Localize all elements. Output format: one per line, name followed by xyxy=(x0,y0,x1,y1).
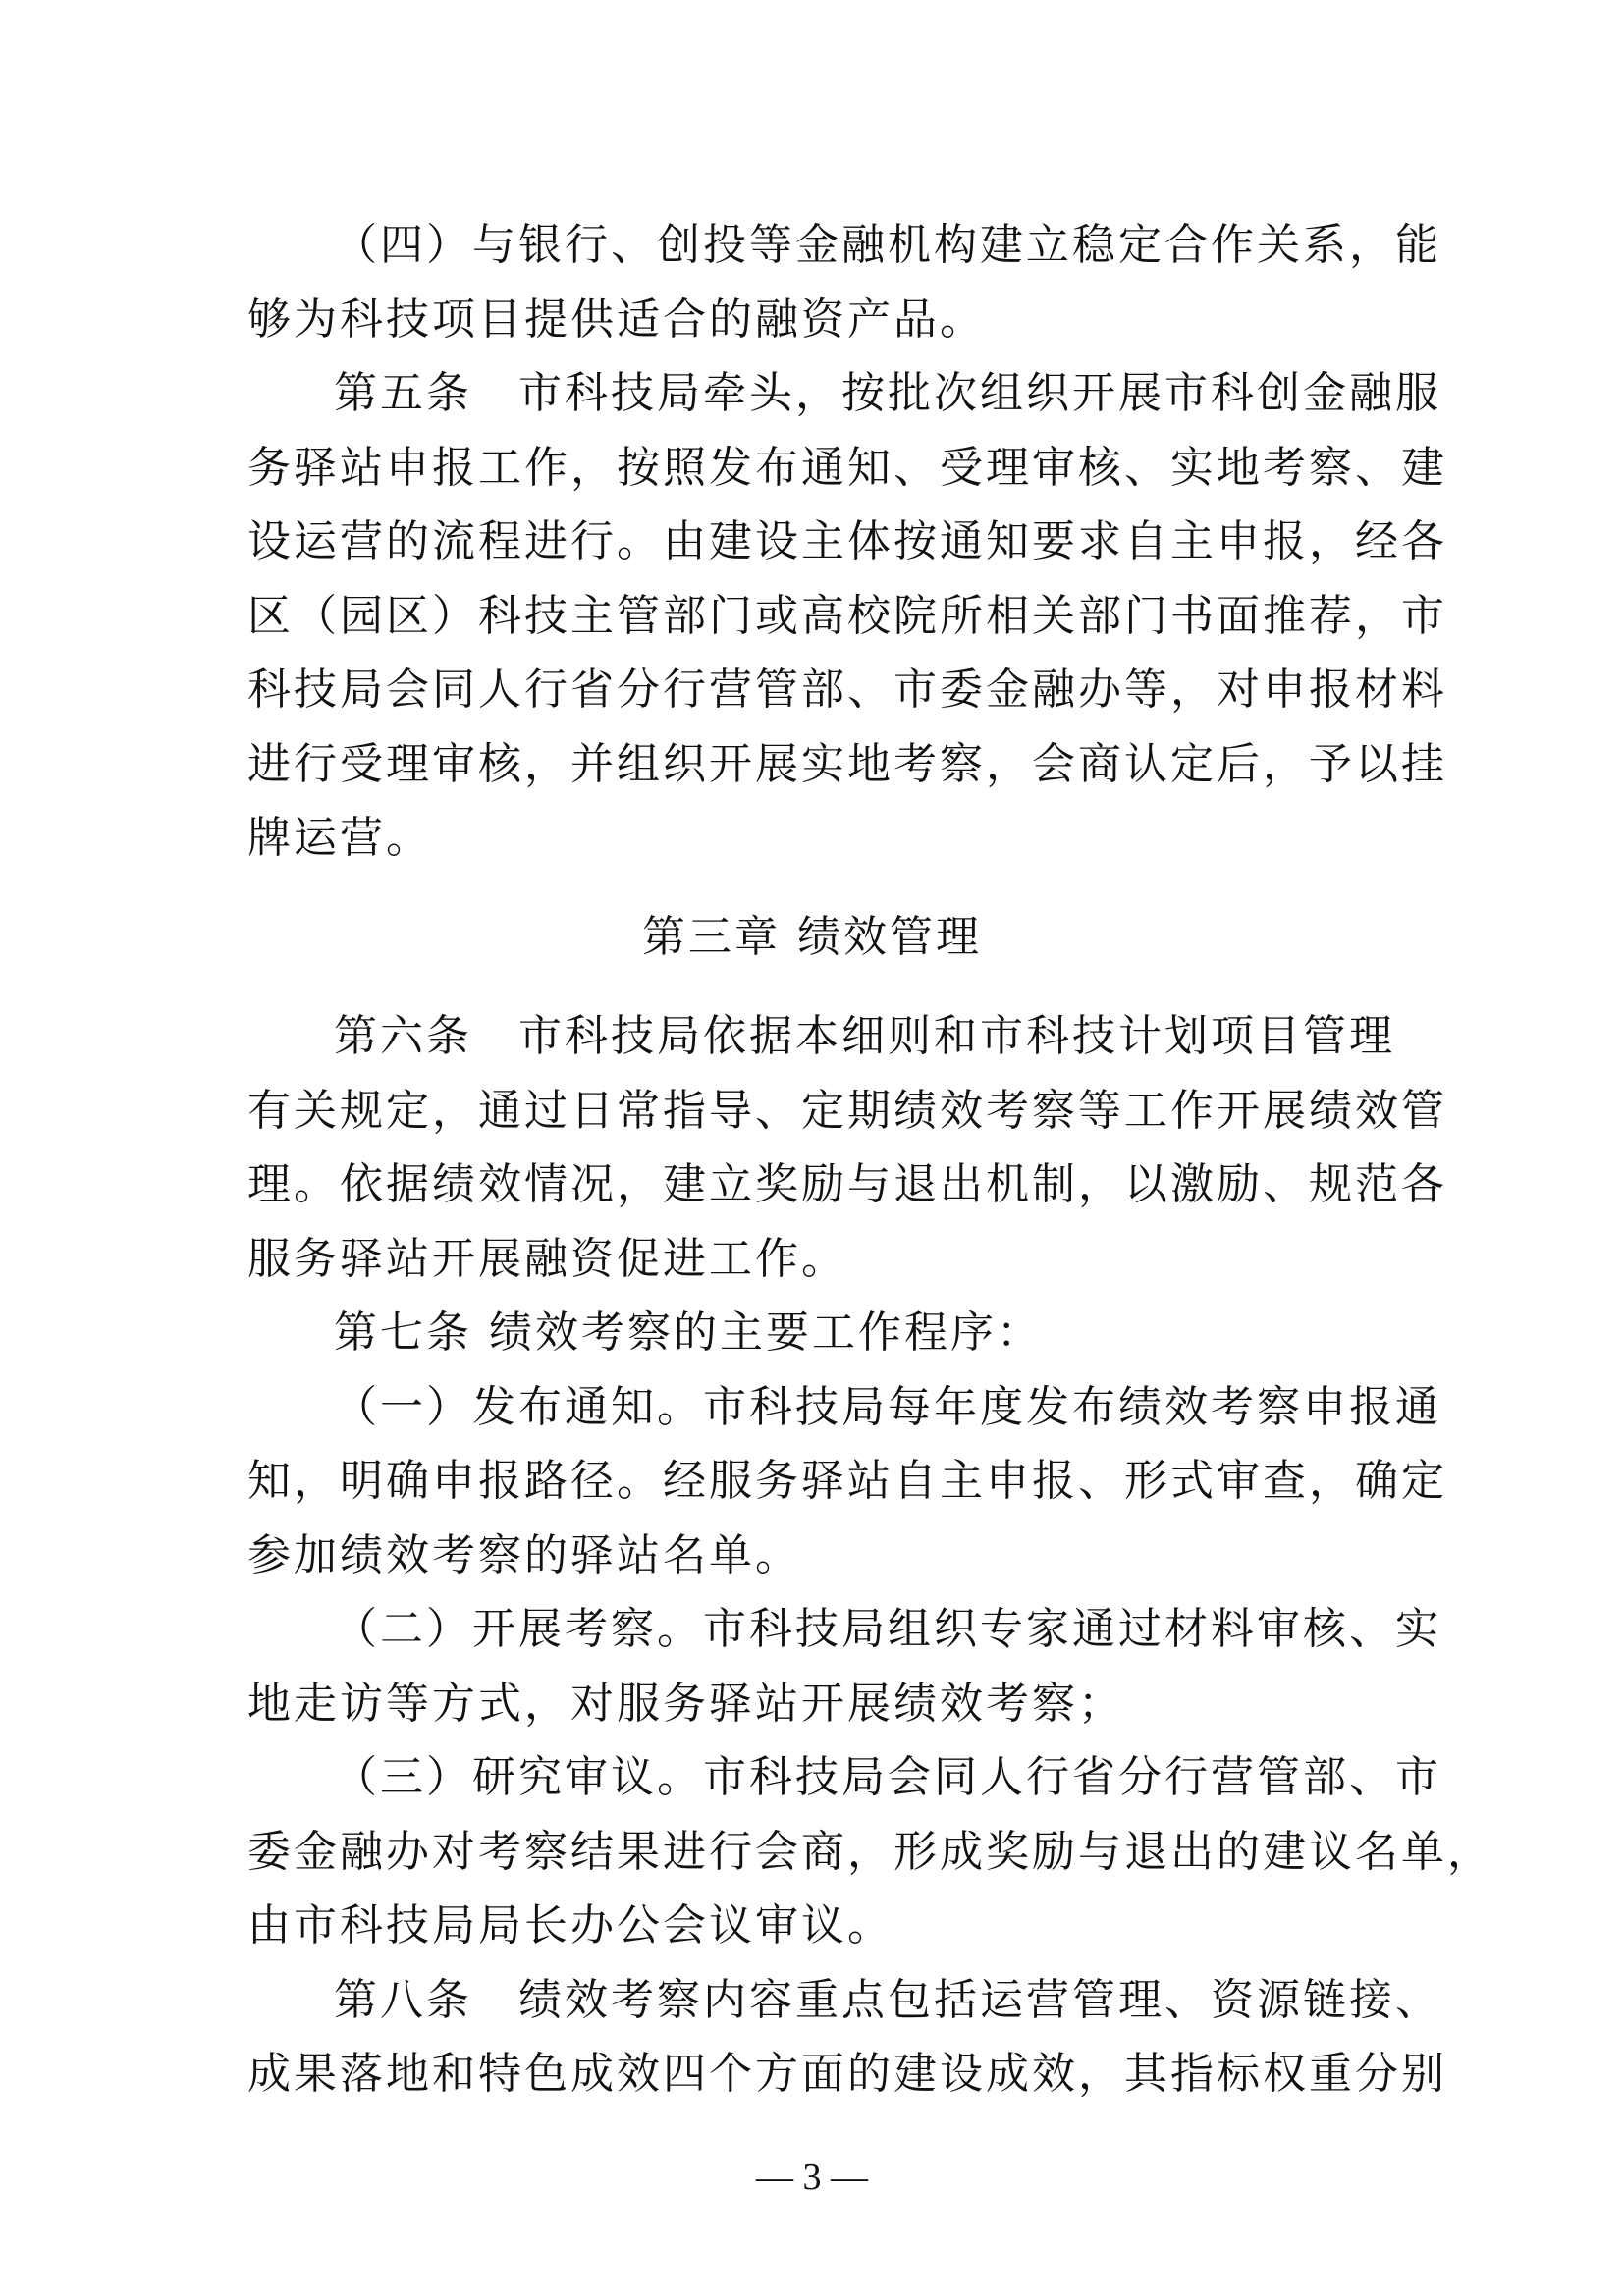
paragraph-line: 成果落地和特色成效四个方面的建设成效，其指标权重分别 xyxy=(247,2049,1447,2099)
paragraph-line: （三）研究审议。市科技局会同人行省分行营管部、市 xyxy=(334,1752,1441,1802)
paragraph-line: 够为科技项目提供适合的融资产品。 xyxy=(247,294,986,345)
paragraph-line: （四）与银行、创投等金融机构建立稳定合作关系，能 xyxy=(334,220,1441,270)
paragraph-line: 服务驿站开展融资促进工作。 xyxy=(247,1234,847,1284)
paragraph-line: 科技局会同人行省分行营管部、市委金融办等，对申报材料 xyxy=(247,665,1447,715)
paragraph-line: 地走访等方式，对服务驿站开展绩效考察； xyxy=(247,1679,1124,1729)
paragraph-line: （一）发布通知。市科技局每年度发布绩效考察申报通 xyxy=(334,1382,1441,1432)
article-6-line: 第六条 市科技局依据本细则和市科技计划项目管理 xyxy=(334,1011,1395,1061)
chapter-heading: 第三章 绩效管理 xyxy=(642,912,982,962)
paragraph-line: 知，明确申报路径。经服务驿站自主申报、形式审查，确定 xyxy=(247,1456,1447,1506)
paragraph-line: 设运营的流程进行。由建设主体按通知要求自主申报，经各 xyxy=(247,516,1447,566)
article-5-line: 第五条 市科技局牵头，按批次组织开展市科创金融服 xyxy=(334,368,1441,418)
paragraph-line: 进行受理审核，并组织开展实地考察，会商认定后，予以挂 xyxy=(247,739,1447,789)
paragraph-line: 务驿站申报工作，按照发布通知、受理审核、实地考察、建 xyxy=(247,443,1447,493)
paragraph-line: 由市科技局局长办公会议审议。 xyxy=(247,1900,893,1950)
paragraph-line: 理。依据绩效情况，建立奖励与退出机制，以激励、规范各 xyxy=(247,1159,1447,1209)
paragraph-line: 有关规定，通过日常指导、定期绩效考察等工作开展绩效管 xyxy=(247,1086,1447,1136)
paragraph-line: （二）开展考察。市科技局组织专家通过材料审核、实 xyxy=(334,1604,1441,1654)
paragraph-line: 委金融办对考察结果进行会商，形成奖励与退出的建议名单， xyxy=(247,1827,1493,1877)
paragraph-line: 区（园区）科技主管部门或高校院所相关部门书面推荐，市 xyxy=(247,591,1447,641)
article-8-line: 第八条 绩效考察内容重点包括运营管理、资源链接、 xyxy=(334,1975,1441,2025)
paragraph-line: 参加绩效考察的驿站名单。 xyxy=(247,1530,801,1580)
article-7-line: 第七条 绩效考察的主要工作程序： xyxy=(334,1308,1043,1358)
paragraph-line: 牌运营。 xyxy=(247,813,432,863)
page-number: — 3 — xyxy=(756,2157,868,2198)
